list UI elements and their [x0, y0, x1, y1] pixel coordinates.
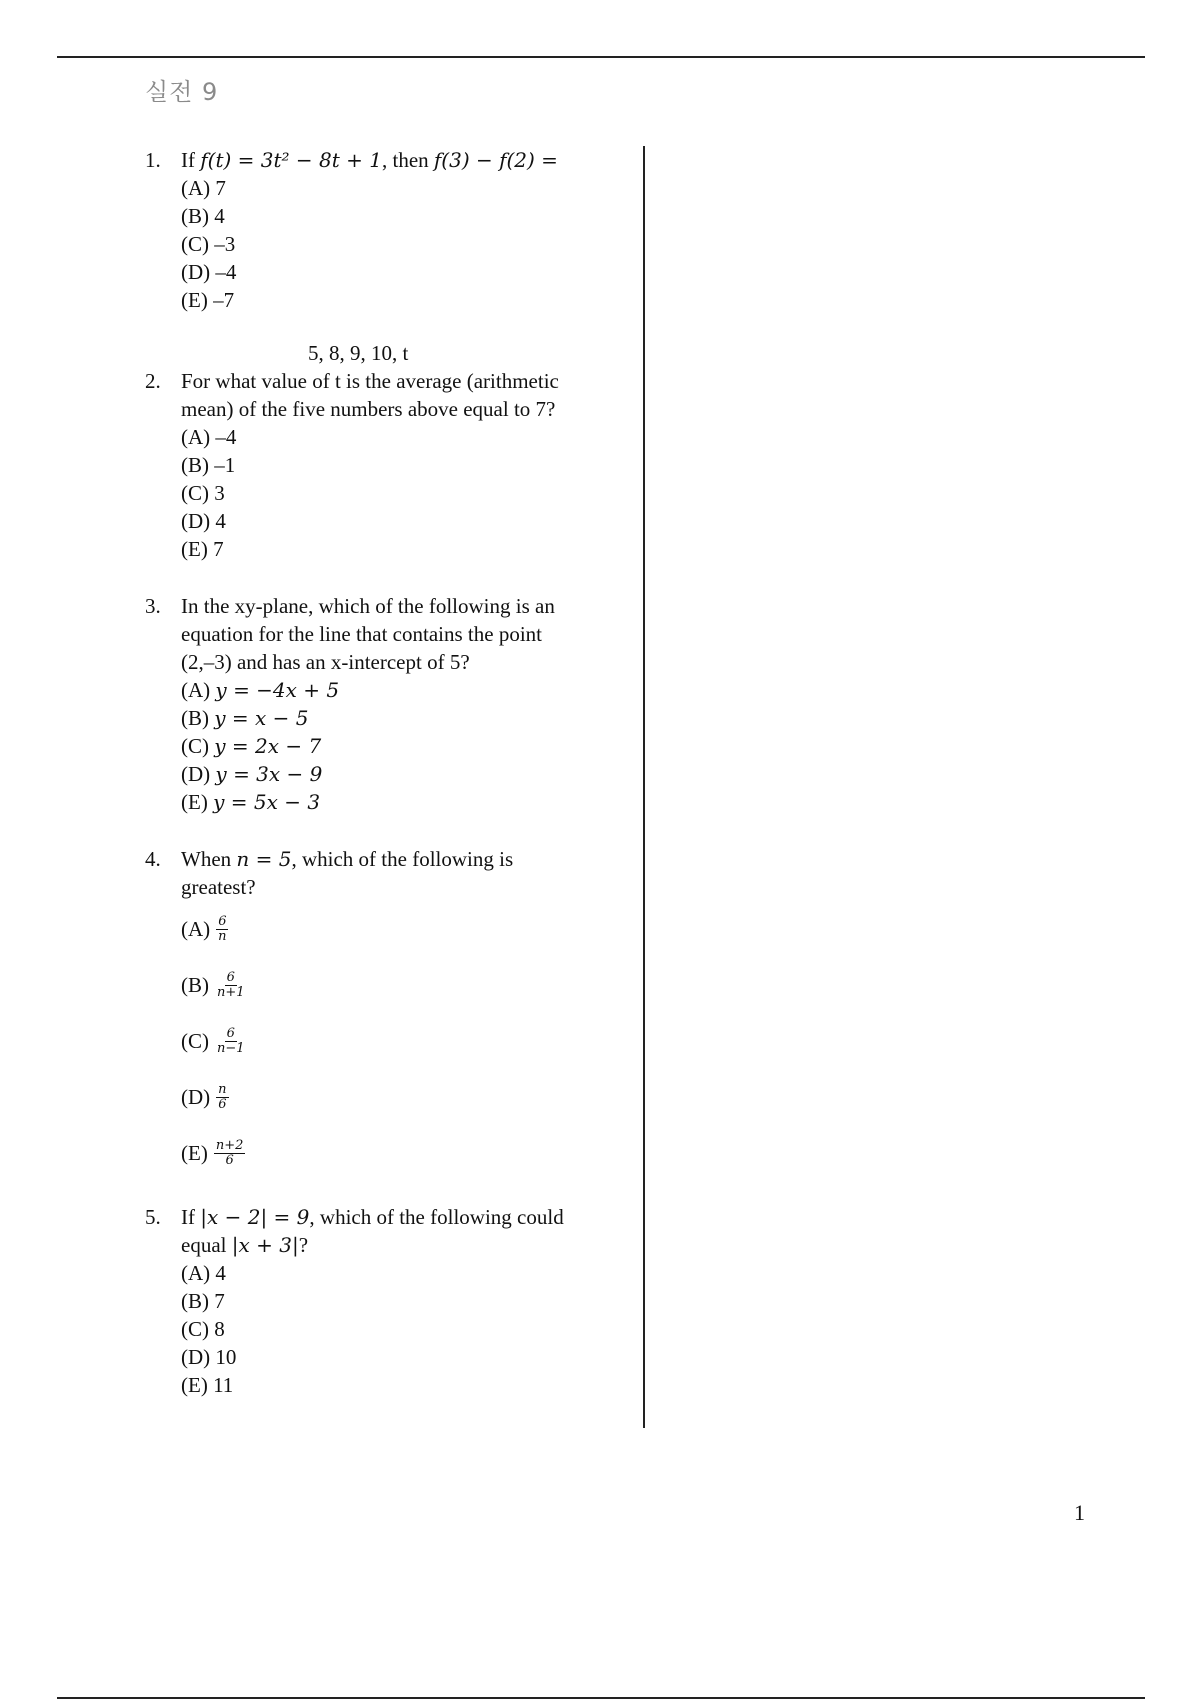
fraction: $\frac{6}{n+1}$	[217, 969, 245, 1000]
answer-option[interactable]: (A) $\frac{6}{n}$	[181, 913, 227, 944]
question-number: 3.	[145, 594, 161, 618]
answer-option[interactable]: (B) –1	[181, 453, 236, 477]
answer-option[interactable]: (E) 7	[181, 537, 224, 561]
question-1	[145, 146, 625, 314]
answer-option[interactable]: (D) $\frac{n}{6}$	[181, 1081, 227, 1112]
fraction: $\frac{6}{n}$	[218, 913, 227, 944]
question-number: 5.	[145, 1205, 161, 1229]
number-list: 5, 8, 9, 10, t	[308, 341, 409, 365]
answer-option[interactable]: (D) –4	[181, 260, 237, 284]
answer-option[interactable]: (D) 4	[181, 509, 226, 533]
math-expression: |x − 2| = 9	[200, 1205, 310, 1229]
question-number: 1.	[145, 148, 161, 172]
answer-option[interactable]: (A) 4	[181, 1261, 226, 1285]
bottom-rule	[57, 1697, 1145, 1699]
answer-option[interactable]: (A) y = −4x + 5	[181, 678, 340, 702]
answer-option[interactable]: (D) y = 3x − 9	[181, 762, 323, 786]
question-3-stem: 3. In the xy-plane, which of the following is an	[145, 594, 555, 618]
question-4: 4. When n = 5, which of the following is greatest? (A) $\frac{6}{n}$ (B) $\frac{6}{n+1}$ (C) $\frac{6}{n-1}$ (D) $\frac{n}{6}$ (E) $\frac{n+2}{6}$	[145, 845, 625, 1181]
answer-option[interactable]: (B) $\frac{6}{n+1}$	[181, 969, 245, 1000]
question-5-stem: 5. If |x − 2| = 9, which of the following could	[145, 1205, 564, 1229]
column-divider	[643, 146, 645, 1428]
answer-option[interactable]: (C) –3	[181, 232, 236, 256]
fraction: $\frac{6}{n-1}$	[217, 1025, 245, 1056]
answer-option[interactable]: (A) –4	[181, 425, 237, 449]
answer-option[interactable]: (E) y = 5x − 3	[181, 790, 321, 814]
answer-option[interactable]: (B) 7	[181, 1289, 225, 1313]
question-4-stem: 4. When n = 5, which of the following is	[145, 847, 514, 871]
fraction: $\frac{n}{6}$	[218, 1081, 227, 1112]
question-1-stem: 1. If f(t) = 3t² − 8t + 1, then f(3) − f(2) =	[145, 148, 558, 172]
question-number: 4.	[145, 847, 161, 871]
answer-option[interactable]: (B) y = x − 5	[181, 706, 309, 730]
question-3: 3. In the xy-plane, which of the following is an equation for the line that contains the point (2,–3) and has an x-intercept of 5? (A) y = −4x + 5 (B) y = x − 5 (C) y = 2x − 7 (D) y = 3x − 9 (E) y = 5x − 3	[145, 592, 625, 816]
question-5: 5. If |x − 2| = 9, which of the following could equal |x + 3|? (A) 4 (B) 7 (C) 8 (D) 10 (E) 11	[145, 1203, 625, 1399]
fraction: $\frac{n+2}{6}$	[215, 1137, 244, 1168]
page-header: 실전 9	[145, 78, 219, 106]
page-number: 1	[1074, 1500, 1085, 1525]
math-expression: f(t) = 3t² − 8t + 1	[200, 148, 382, 172]
math-expression: |x + 3|	[231, 1233, 299, 1257]
top-rule	[57, 56, 1145, 58]
answer-option[interactable]: (B) 4	[181, 204, 225, 228]
answer-option[interactable]: (D) 10	[181, 1345, 237, 1369]
answer-option[interactable]: (C) $\frac{6}{n-1}$	[181, 1025, 245, 1056]
question-2: 5, 8, 9, 10, t 2. For what value of t is the average (arithmetic mean) of the five numbers above equal to 7? (A) –4 (B) –1 (C) 3 (D) 4 (E) 7	[145, 339, 625, 563]
answer-option[interactable]: (C) 8	[181, 1317, 225, 1341]
question-2-stem: 2. For what value of t is the average (arithmetic	[145, 369, 559, 393]
answer-option[interactable]: (E) $\frac{n+2}{6}$	[181, 1137, 244, 1168]
answer-option[interactable]: (E) 11	[181, 1373, 234, 1397]
question-number: 2.	[145, 369, 161, 393]
math-expression: f(3) − f(2) =	[433, 148, 558, 172]
math-expression: n = 5	[236, 847, 292, 871]
answer-option[interactable]: (C) 3	[181, 481, 225, 505]
answer-option[interactable]: (A) 7	[181, 176, 226, 200]
answer-option[interactable]: (C) y = 2x − 7	[181, 734, 322, 758]
answer-option[interactable]: (E) –7	[181, 288, 235, 312]
